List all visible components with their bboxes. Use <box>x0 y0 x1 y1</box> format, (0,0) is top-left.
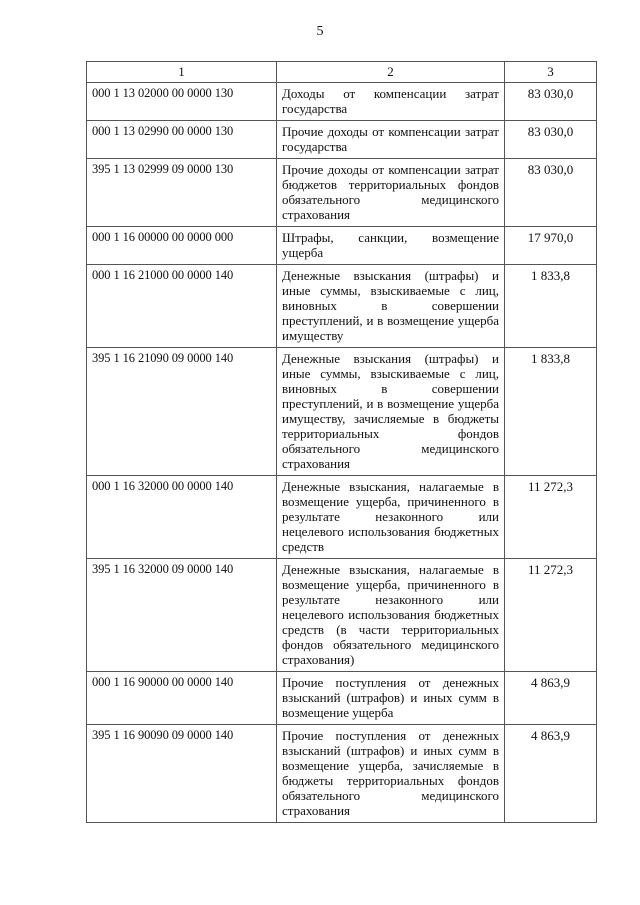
revenue-name: Прочие доходы от компенсации затрат государства <box>277 121 505 159</box>
page-number: 5 <box>316 24 324 39</box>
amount: 4 863,9 <box>505 725 597 823</box>
table-row <box>87 348 597 476</box>
revenue-name: Прочие поступления от денежных взысканий (штрафов) и иных сумм в возмещение ущерба <box>277 672 505 725</box>
table-row <box>87 121 597 159</box>
table-row <box>87 672 597 725</box>
revenue-name: Денежные взыскания, налагаемые в возмещение ущерба, причиненного в результате незаконного или нецелевого использования бюджетных средств (в части территориальных фондов обязательного медицинского страхования) <box>277 559 505 672</box>
revenue-table <box>86 61 597 823</box>
budget-code: 000 1 16 90000 00 0000 140 <box>87 672 277 725</box>
budget-code: 395 1 13 02999 09 0000 130 <box>87 159 277 227</box>
amount: 17 970,0 <box>505 227 597 265</box>
amount: 1 833,8 <box>505 265 597 348</box>
budget-code: 000 1 13 02000 00 0000 130 <box>87 83 277 121</box>
amount: 83 030,0 <box>505 159 597 227</box>
table-row <box>87 83 597 121</box>
column-header-amount: 3 <box>505 62 597 83</box>
amount: 11 272,3 <box>505 559 597 672</box>
budget-code: 000 1 16 21000 00 0000 140 <box>87 265 277 348</box>
amount: 4 863,9 <box>505 672 597 725</box>
revenue-name: Прочие поступления от денежных взысканий (штрафов) и иных сумм в возмещение ущерба, зачисляемые в бюджеты территориальных фондов обязательного медицинского страхования <box>277 725 505 823</box>
revenue-name: Доходы от компенсации затрат государства <box>277 83 505 121</box>
amount: 83 030,0 <box>505 83 597 121</box>
table-row <box>87 265 597 348</box>
budget-code: 395 1 16 21090 09 0000 140 <box>87 348 277 476</box>
amount: 83 030,0 <box>505 121 597 159</box>
budget-code: 000 1 16 32000 00 0000 140 <box>87 476 277 559</box>
table-row <box>87 559 597 672</box>
budget-code: 395 1 16 90090 09 0000 140 <box>87 725 277 823</box>
table-row <box>87 159 597 227</box>
budget-code: 000 1 13 02990 00 0000 130 <box>87 121 277 159</box>
revenue-name: Денежные взыскания (штрафы) и иные суммы, взыскиваемые с лиц, виновных в совершении преступлений, и в возмещение ущерба имуществу <box>277 265 505 348</box>
amount: 11 272,3 <box>505 476 597 559</box>
table-header-row <box>87 62 597 83</box>
column-header-code: 1 <box>87 62 277 83</box>
table-row <box>87 725 597 823</box>
table-row <box>87 476 597 559</box>
revenue-name: Прочие доходы от компенсации затрат бюджетов территориальных фондов обязательного медицинского страхования <box>277 159 505 227</box>
budget-code: 000 1 16 00000 00 0000 000 <box>87 227 277 265</box>
budget-code: 395 1 16 32000 09 0000 140 <box>87 559 277 672</box>
amount: 1 833,8 <box>505 348 597 476</box>
column-header-name: 2 <box>277 62 505 83</box>
revenue-name: Денежные взыскания, налагаемые в возмещение ущерба, причиненного в результате незаконного или нецелевого использования бюджетных средств <box>277 476 505 559</box>
revenue-name: Денежные взыскания (штрафы) и иные суммы, взыскиваемые с лиц, виновных в совершении преступлений, и в возмещение ущерба имуществу, зачисляемые в бюджеты территориальных фондов обязательного медицинского страхования <box>277 348 505 476</box>
revenue-name: Штрафы, санкции, возмещение ущерба <box>277 227 505 265</box>
table-row <box>87 227 597 265</box>
